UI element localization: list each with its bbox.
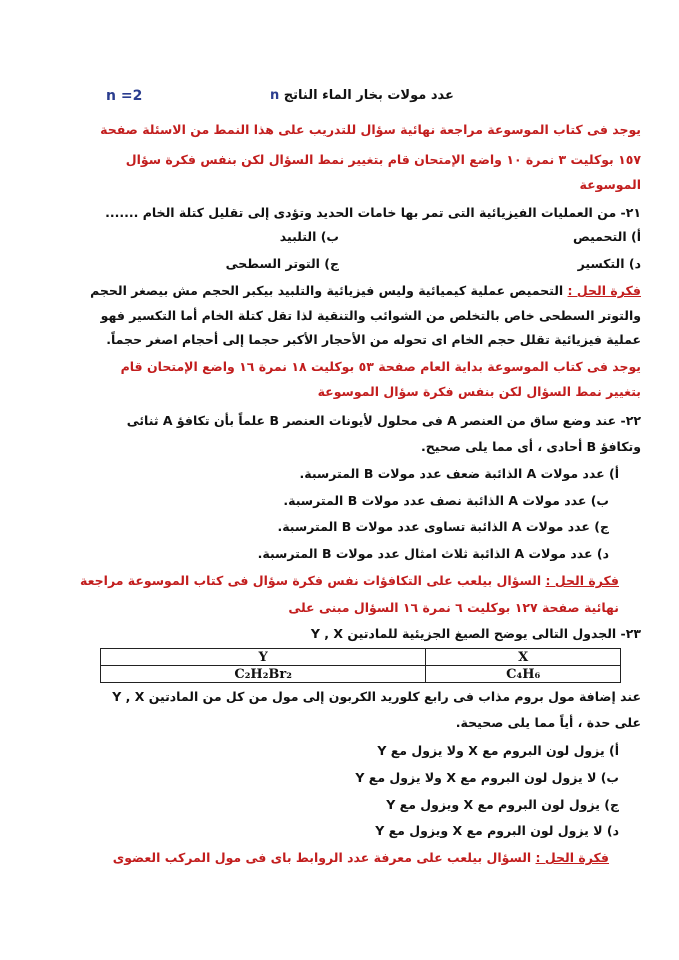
q22-solution-label: فكرة الحل : xyxy=(545,573,619,588)
q23-option-d: د) لا يزول لون البروم مع X ويزول مع Y xyxy=(375,823,619,838)
heading-text: عدد مولات بخار الماء الناتج xyxy=(283,88,454,103)
intro-line-2: ١٥٧ بوكليت ٣ نمرة ١٠ واضع الإمتحان قام بتغيير نمط السؤال لكن بنفس فكرة سؤال xyxy=(125,152,641,167)
q21-option-c: ج) التوتر السطحى xyxy=(225,256,339,271)
table-cell-x: C₄H₆ xyxy=(426,666,621,683)
q22-option-b: ب) عدد مولات A الذائبة نصف عدد مولات B المترسبة. xyxy=(283,493,609,508)
formula-table xyxy=(100,648,621,683)
q21-solution-label: فكرة الحل : xyxy=(567,283,641,298)
q23-option-b: ب) لا يزول لون البروم مع X ولا يزول مع Y xyxy=(355,770,619,785)
q23-option-a: أ) يزول لون البروم مع X ولا يزول مع Y xyxy=(377,743,619,758)
q21-solution-text-1: التحميص عملية كيميائية وليس فيزيائية والتلبيد بيكبر الحجم مش بيصغر الحجم xyxy=(90,283,564,298)
table-header-row xyxy=(101,649,621,666)
q22-option-a: أ) عدد مولات A الذائبة ضعف عدد مولات B المترسبة. xyxy=(299,466,619,481)
q23-text: ٢٣- الجدول التالى يوضح الصيغ الجزيئية للمادتين Y , X xyxy=(310,626,641,641)
q22-solution-2: نهائية صفحة ١٢٧ بوكليت ٦ نمرة ١٦ السؤال مبنى على xyxy=(288,600,619,615)
q23-solution-1 xyxy=(60,849,609,867)
q22-option-d: د) عدد مولات A الذائبة ثلاث امثال عدد مولات B المترسبة. xyxy=(257,546,609,561)
page-heading xyxy=(270,88,454,103)
q23-solution-text-1: السؤال بيلعب على معرفة عدد الروابط باى فى مول المركب العضوى xyxy=(112,850,532,865)
q21-ref-2: بتغيير نمط السؤال لكن بنفس فكرة سؤال الموسوعة xyxy=(317,384,641,399)
q21-ref-1: يوجد فى كتاب الموسوعة بداية العام صفحة ٥٣ بوكليت ١٨ نمرة ١٦ واضع الإمتحان قام xyxy=(120,359,641,374)
table-header-x: X xyxy=(426,649,621,666)
q22-solution-text-1: السؤال بيلعب على التكافؤات نفس فكرة سؤال فى كتاب الموسوعة مراجعة xyxy=(80,573,542,588)
intro-line-3: الموسوعة xyxy=(579,177,641,192)
q22-solution-1 xyxy=(60,572,619,590)
q23-text-2: عند إضافة مول بروم مذاب فى رابع كلوريد الكربون إلى مول من كل من المادتين Y , X xyxy=(112,689,641,704)
q21-solution-1 xyxy=(60,282,641,300)
q23-solution-label: فكرة الحل : xyxy=(535,850,609,865)
table-cell-y: C₂H₂Br₂ xyxy=(101,666,426,683)
table-row xyxy=(101,666,621,683)
q22-text-2: وتكافؤ B أحادى ، أى مما يلى صحيح. xyxy=(420,439,641,454)
q23-option-c: ج) يزول لون البروم مع X ويزول مع Y xyxy=(386,797,619,812)
q21-solution-3: عملية فيزيائية تقلل حجم الخام اى تحوله من الأحجار الأكبر حجما إلى أحجام اصغر حجماً. xyxy=(106,332,641,347)
q21-solution-2: والتوتر السطحى خاص بالتخلص من الشوائب والتنقية لذا تقل كتلة الخام أما التكسير فهو xyxy=(100,308,641,323)
n-value: n =2 xyxy=(106,88,143,104)
q22-text-1: ٢٢- عند وضع ساق من العنصر A فى محلول لأيونات العنصر B علماً بأن تكافؤ A ثنائى xyxy=(126,413,641,428)
q21-option-d: د) التكسير xyxy=(577,256,641,271)
heading-var: n xyxy=(270,88,280,103)
q21-option-a: أ) التحميص xyxy=(573,229,641,244)
q21-text: ٢١- من العمليات الفيزيائية التى تمر بها خامات الحديد وتؤدى إلى تقليل كتلة الخام ....... xyxy=(105,205,641,220)
table-header-y: Y xyxy=(101,649,426,666)
q23-text-3: على حدة ، أياً مما يلى صحيحة. xyxy=(455,715,641,730)
q22-option-c: ج) عدد مولات A الذائبة تساوى عدد مولات B المترسبة. xyxy=(277,519,609,534)
intro-line-1: يوجد فى كتاب الموسوعة مراجعة نهائية سؤال للتدريب على هذا النمط من الاسئلة صفحة xyxy=(100,122,641,137)
q21-option-b: ب) التلبيد xyxy=(279,229,339,244)
